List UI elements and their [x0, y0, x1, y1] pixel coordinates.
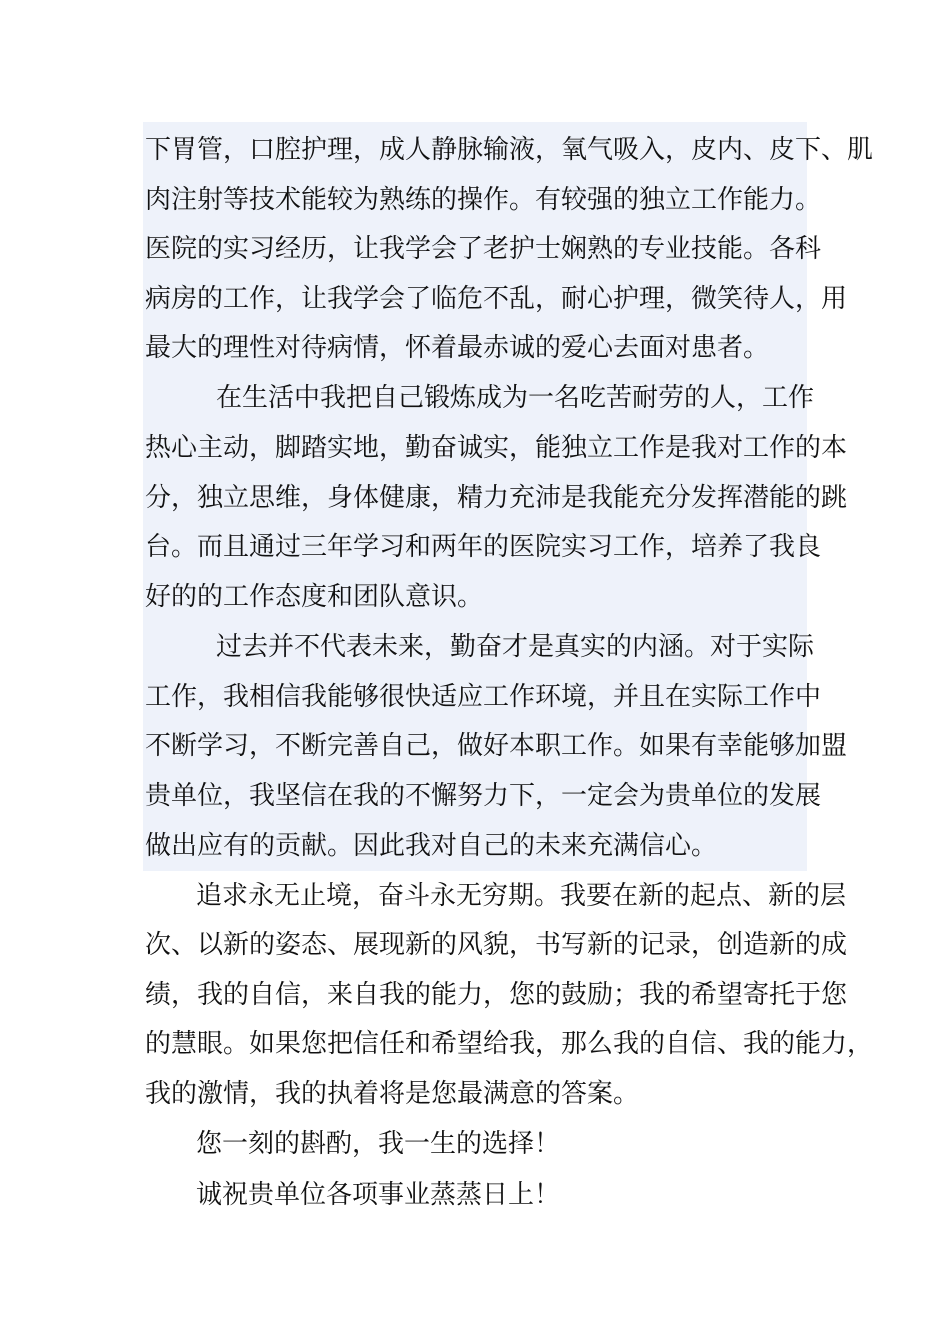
- closing-line-wishes: 诚祝贵单位各项事业蒸蒸日上！: [196, 1180, 561, 1210]
- text-line: 工作，我相信我能够很快适应工作环境，并且在实际工作中: [145, 682, 822, 712]
- text-line: 做出应有的贡献。因此我对自己的未来充满信心。: [145, 831, 718, 861]
- text-line: 在生活中我把自己锻炼成为一名吃苦耐劳的人，工作: [216, 383, 815, 413]
- text-line: 最大的理性对待病情，怀着最赤诚的爱心去面对患者。: [145, 333, 770, 363]
- closing-line-consideration: 您一刻的斟酌，我一生的选择！: [196, 1129, 561, 1159]
- text-line: 我的激情，我的执着将是您最满意的答案。: [145, 1079, 640, 1109]
- text-line: 肉注射等技术能较为熟练的操作。有较强的独立工作能力。: [145, 185, 822, 215]
- text-line: 病房的工作，让我学会了临危不乱，耐心护理，微笑待人，用: [145, 284, 848, 314]
- text-line: 台。而且通过三年学习和两年的医院实习工作，培养了我良: [145, 532, 822, 562]
- text-line: 过去并不代表未来，勤奋才是真实的内涵。对于实际: [216, 632, 815, 662]
- text-line: 的慧眼。如果您把信任和希望给我，那么我的自信、我的能力，: [145, 1029, 874, 1059]
- text-line: 医院的实习经历，让我学会了老护士娴熟的专业技能。各科: [145, 234, 822, 264]
- text-line: 分，独立思维，身体健康，精力充沛是我能充分发挥潜能的跳: [145, 483, 848, 513]
- text-line: 绩，我的自信，来自我的能力，您的鼓励；我的希望寄托于您: [145, 980, 848, 1010]
- text-line: 追求永无止境，奋斗永无穷期。我要在新的起点、新的层: [196, 881, 847, 911]
- text-line: 热心主动，脚踏实地，勤奋诚实，能独立工作是我对工作的本: [145, 433, 848, 463]
- text-line: 下胃管，口腔护理，成人静脉输液，氧气吸入，皮内、皮下、肌: [145, 135, 874, 165]
- text-line: 次、以新的姿态、展现新的风貌，书写新的记录，创造新的成: [145, 930, 848, 960]
- text-line: 好的的工作态度和团队意识。: [145, 582, 484, 612]
- text-line: 贵单位，我坚信在我的不懈努力下，一定会为贵单位的发展: [145, 781, 822, 811]
- text-line: 不断学习，不断完善自己，做好本职工作。如果有幸能够加盟: [145, 731, 848, 761]
